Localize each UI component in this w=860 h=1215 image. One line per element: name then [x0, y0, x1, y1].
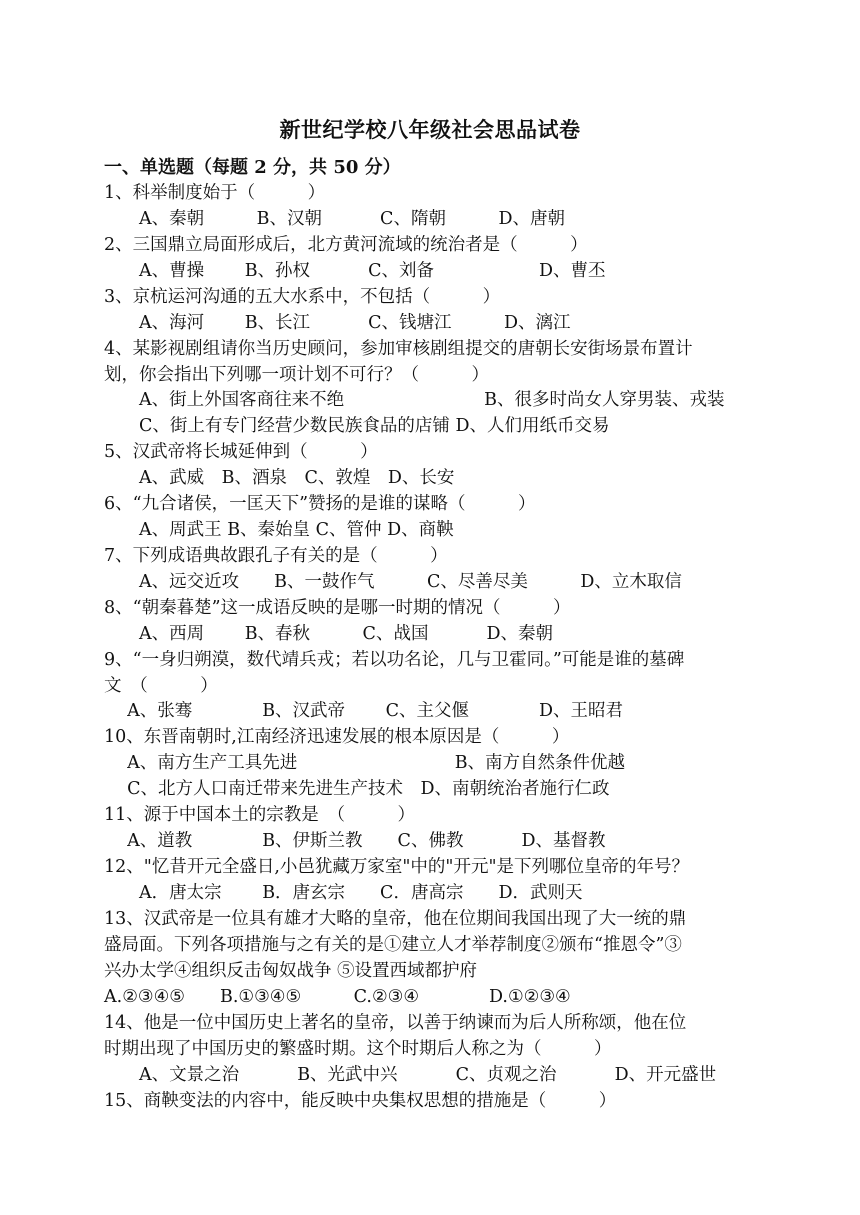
question-line: 6、“九合诸侯，一匡天下”赞扬的是谁的谋略（ ） [104, 494, 536, 514]
question-line: 3、京杭运河沟通的五大水系中，不包括（ ） [104, 287, 501, 307]
question-line: A、南方生产工具先进 B、南方自然条件优越 [104, 753, 626, 773]
question-line: 8、“朝秦暮楚”这一成语反映的是哪一时期的情况（ ） [104, 598, 571, 618]
question-line: A.②③④⑤ B.①③④⑤ C.②③④ D.①②③④ [104, 987, 571, 1007]
question-line: 5、汉武帝将长城延伸到（ ） [104, 442, 378, 462]
question-line: 时期出现了中国历史的繁盛时期。这个时期后人称之为（ ） [104, 1039, 612, 1059]
question-line: 1、科举制度始于（ ） [104, 183, 326, 203]
question-line: 兴办太学④组织反击匈奴战争 ⑤设置西域都护府 [104, 961, 478, 981]
question-line: 划，你会指出下列哪一项计划不可行？（ ） [104, 365, 489, 385]
question-line: A、远交近攻 B、一鼓作气 C、尽善尽美 D、立木取信 [104, 572, 682, 592]
question-line: A、张骞 B、汉武帝 C、主父偃 D、王昭君 [104, 701, 624, 721]
question-line: 2、三国鼎立局面形成后，北方黄河流域的统治者是（ ） [104, 235, 588, 255]
question-line: 14、他是一位中国历史上著名的皇帝，以善于纳谏而为后人所称颂，他在位 [104, 1013, 687, 1033]
question-line: A、海河 B、长江 C、钱塘江 D、漓江 [104, 313, 571, 333]
question-line: 盛局面。下列各项措施与之有关的是①建立人才举荐制度②颁布“推恩令”③ [104, 935, 682, 955]
question-line: A、街上外国客商往来不绝 B、很多时尚女人穿男装、戎装 [104, 390, 725, 410]
question-line: 文 （ ） [104, 676, 218, 696]
question-line: 9、“一身归朔漠，数代靖兵戎；若以功名论，几与卫霍同。”可能是谁的墓碑 [104, 650, 685, 670]
section-heading: 一、单选题（每题 2 分，共 50 分） [104, 157, 401, 178]
question-line: 7、下列成语典故跟孔子有关的是（ ） [104, 546, 448, 566]
question-line: A、文景之治 B、光武中兴 C、贞观之治 D、开元盛世 [104, 1065, 717, 1085]
question-line: A、曹操 B、孙权 C、刘备 D、曹丕 [104, 261, 606, 281]
question-line: 4、某影视剧组请你当历史顾问，参加审核剧组提交的唐朝长安街场景布置计 [104, 339, 693, 359]
question-line: A、西周 B、春秋 C、战国 D、秦朝 [104, 624, 554, 644]
exam-title: 新世纪学校八年级社会思品试卷 [279, 117, 581, 142]
question-line: A．唐太宗 B．唐玄宗 C．唐高宗 D．武则天 [104, 883, 583, 903]
question-line: 10、东晋南朝时,江南经济迅速发展的根本原因是（ ） [104, 727, 570, 747]
question-line: C、街上有专门经营少数民族食品的店铺 D、人们用纸币交易 [104, 416, 610, 436]
question-line: A、周武王 B、秦始皇 C、管仲 D、商鞅 [104, 520, 454, 540]
question-line: 13、汉武帝是一位具有雄才大略的皇帝，他在位期间我国出现了大一统的鼎 [104, 909, 687, 929]
question-line: 12、"忆昔开元全盛日,小邑犹藏万家室"中的"开元"是下列哪位皇帝的年号？ [104, 857, 690, 877]
question-line: A、秦朝 B、汉朝 C、隋朝 D、唐朝 [104, 209, 565, 229]
question-line: 11、源于中国本土的宗教是 （ ） [104, 805, 416, 825]
question-line: C、北方人口南迁带来先进生产技术 D、南朝统治者施行仁政 [104, 779, 610, 799]
question-line: A、道教 B、伊斯兰教 C、佛教 D、基督教 [104, 831, 606, 851]
question-line: A、武威 B、酒泉 C、敦煌 D、长安 [104, 468, 455, 488]
question-line: 15、商鞅变法的内容中，能反映中央集权思想的措施是（ ） [104, 1091, 617, 1111]
